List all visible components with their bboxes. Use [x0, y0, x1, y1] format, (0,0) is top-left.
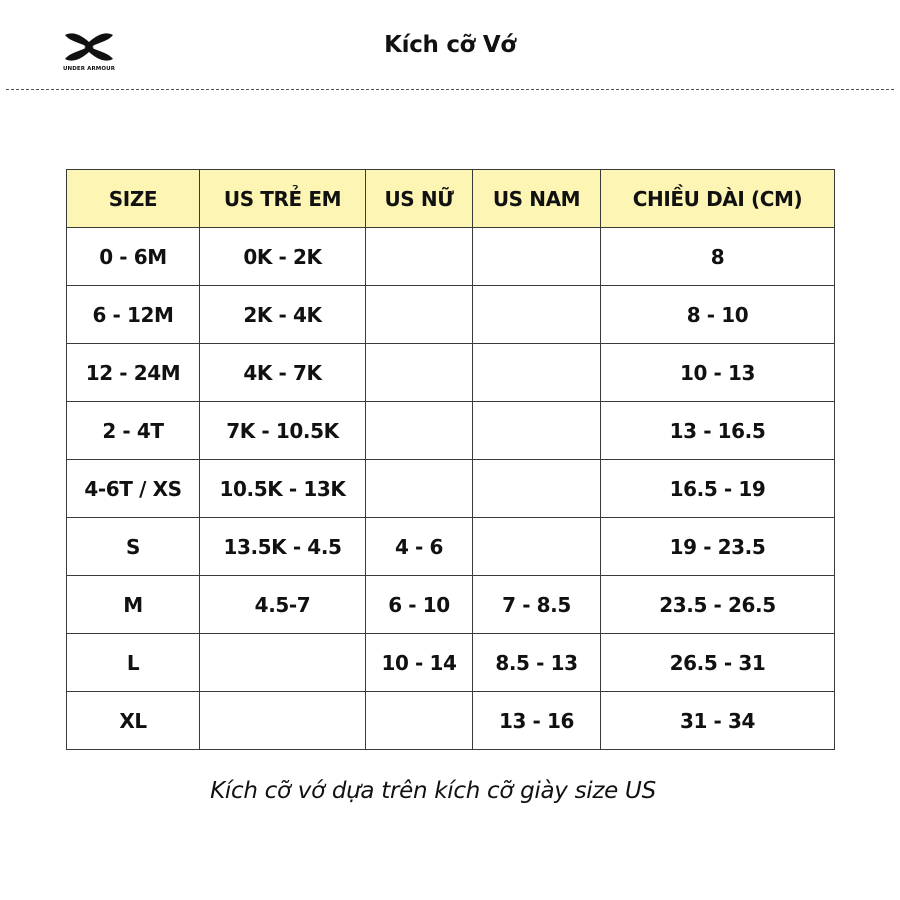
cell-us-men: [473, 402, 601, 460]
table-row: [67, 402, 835, 460]
cell-size: 6 - 12M: [67, 286, 200, 344]
cell-size: 12 - 24M: [67, 344, 200, 402]
cell-us-women: [366, 286, 473, 344]
cell-us-men: [473, 228, 601, 286]
cell-us-women: [366, 228, 473, 286]
cell-length-cm: 31 - 34: [601, 692, 835, 750]
cell-length-cm: 13 - 16.5: [601, 402, 835, 460]
cell-length-cm: 23.5 - 26.5: [601, 576, 835, 634]
cell-size: M: [67, 576, 200, 634]
cell-us-women: [366, 344, 473, 402]
table-row: [67, 576, 835, 634]
header-us-men: US NAM: [473, 170, 601, 228]
cell-length-cm: 19 - 23.5: [601, 518, 835, 576]
dashed-divider: [6, 89, 894, 90]
header-us-kids: US TRẺ EM: [200, 170, 366, 228]
table-row: [67, 692, 835, 750]
cell-us-kids: 4.5-7: [200, 576, 366, 634]
cell-us-kids: 13.5K - 4.5: [200, 518, 366, 576]
table-row: [67, 228, 835, 286]
cell-us-men: [473, 344, 601, 402]
cell-us-kids: 0K - 2K: [200, 228, 366, 286]
under-armour-logo-icon: [63, 30, 115, 64]
cell-us-women: 4 - 6: [366, 518, 473, 576]
cell-us-kids: 2K - 4K: [200, 286, 366, 344]
cell-us-men: 8.5 - 13: [473, 634, 601, 692]
brand-logo: [58, 30, 120, 74]
table-row: [67, 460, 835, 518]
header-us-women: US NỮ: [366, 170, 473, 228]
table-row: [67, 286, 835, 344]
table-row: [67, 634, 835, 692]
cell-us-kids: 10.5K - 13K: [200, 460, 366, 518]
cell-length-cm: 8 - 10: [601, 286, 835, 344]
page-title: Kích cỡ Vớ: [384, 32, 516, 58]
cell-us-kids: 7K - 10.5K: [200, 402, 366, 460]
table-header-row: [67, 170, 835, 228]
cell-us-women: 6 - 10: [366, 576, 473, 634]
cell-size: L: [67, 634, 200, 692]
cell-length-cm: 26.5 - 31: [601, 634, 835, 692]
cell-us-men: [473, 518, 601, 576]
cell-size: S: [67, 518, 200, 576]
table-row: [67, 344, 835, 402]
cell-length-cm: 16.5 - 19: [601, 460, 835, 518]
cell-size: 2 - 4T: [67, 402, 200, 460]
header-length-cm: CHIỀU DÀI (CM): [601, 170, 835, 228]
cell-size: 4-6T / XS: [67, 460, 200, 518]
cell-size: 0 - 6M: [67, 228, 200, 286]
cell-us-men: 7 - 8.5: [473, 576, 601, 634]
cell-us-men: [473, 460, 601, 518]
cell-length-cm: 10 - 13: [601, 344, 835, 402]
brand-name: UNDER ARMOUR: [62, 66, 116, 72]
cell-length-cm: 8: [601, 228, 835, 286]
cell-us-women: [366, 692, 473, 750]
cell-us-women: 10 - 14: [366, 634, 473, 692]
cell-us-kids: 4K - 7K: [200, 344, 366, 402]
cell-us-women: [366, 402, 473, 460]
cell-us-men: 13 - 16: [473, 692, 601, 750]
cell-us-women: [366, 460, 473, 518]
cell-us-kids: [200, 634, 366, 692]
sock-size-table: [66, 169, 835, 750]
table-row: [67, 518, 835, 576]
footnote: Kích cỡ vớ dựa trên kích cỡ giày size US: [210, 778, 656, 804]
cell-us-men: [473, 286, 601, 344]
cell-us-kids: [200, 692, 366, 750]
cell-size: XL: [67, 692, 200, 750]
header-size: SIZE: [67, 170, 200, 228]
